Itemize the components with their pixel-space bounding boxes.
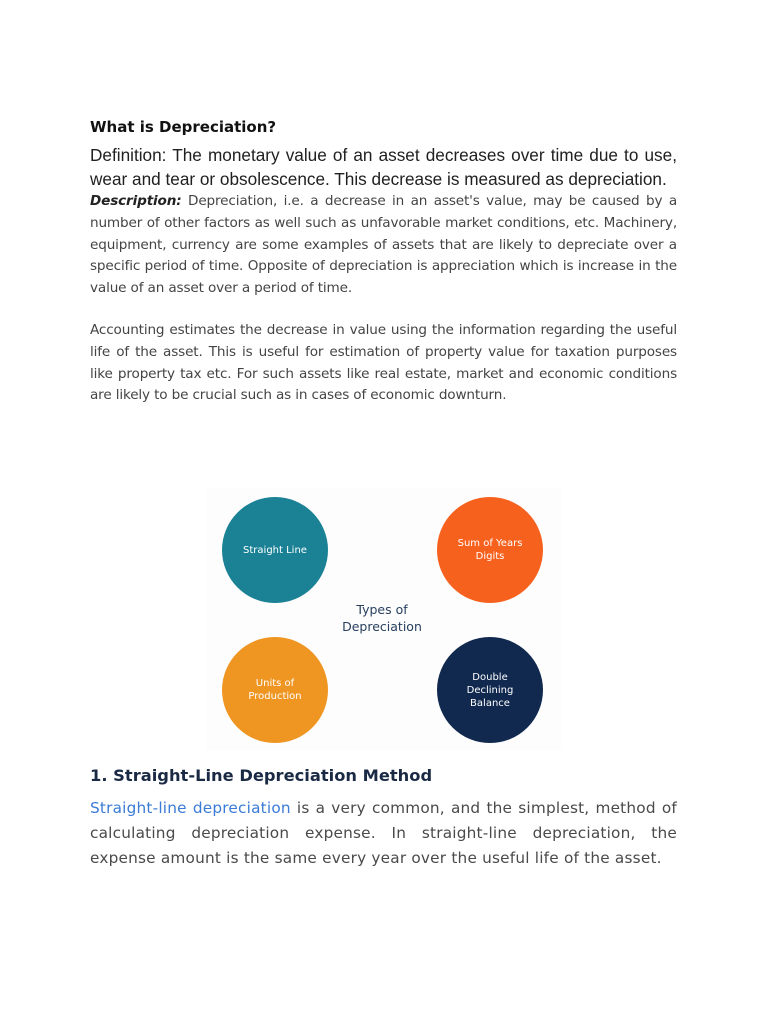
straight-line-label: Straight Line bbox=[243, 544, 307, 556]
sum-of-years-digits-label: Sum of Years Digits bbox=[457, 538, 523, 562]
center-label-line1: Types of bbox=[356, 602, 408, 617]
description-paragraph bbox=[90, 191, 677, 300]
page-heading: What is Depreciation? bbox=[90, 118, 277, 136]
accounting-paragraph: Accounting estimates the decrease in value using the information regarding the useful life of the asset. This is useful for estimation of property value for taxation purposes like property tax etc. For such assets like real estate, market and economic conditions are likely to be crucial such as in cases of economic downturn. bbox=[90, 321, 677, 404]
description-label: Description: bbox=[90, 193, 182, 209]
document-page bbox=[90, 116, 677, 407]
section-body-text: is a very common, and the simplest, method of calculating depreciation expense. In straight-line depreciation, the expense amount is the same every year over the useful life of the asset. bbox=[90, 799, 677, 867]
double-declining-balance-label: Double Declining Balance bbox=[466, 671, 514, 709]
description-text: Depreciation, i.e. a decrease in an asset's value, may be caused by a number of other factors as well such as unfavorable market conditions, etc. Machinery, equipment, currency are some examples of assets that are likely to depreciate over a specific period of time. Opposite of depreciation is appreciation which is increase in the value of an asset over a period of time. bbox=[90, 193, 677, 297]
double-declining-balance-circle bbox=[437, 637, 543, 743]
sum-of-years-digits-circle bbox=[437, 497, 543, 603]
definition-text: Definition: The monetary value of an asset decreases over time due to use, wear and tear or obsolescence. This decrease is measured as depreciation. bbox=[90, 145, 677, 189]
section-body bbox=[90, 796, 677, 871]
straight-line-depreciation-link[interactable]: Straight-line depreciation bbox=[90, 799, 291, 817]
units-of-production-circle bbox=[222, 637, 328, 743]
section-title: 1. Straight-Line Depreciation Method bbox=[90, 766, 433, 785]
straight-line-circle bbox=[222, 497, 328, 603]
diagram-center-label bbox=[326, 601, 438, 635]
units-of-production-label: Units of Production bbox=[248, 678, 302, 702]
depreciation-types-diagram bbox=[206, 488, 561, 750]
center-label-line2: Depreciation bbox=[342, 619, 422, 634]
